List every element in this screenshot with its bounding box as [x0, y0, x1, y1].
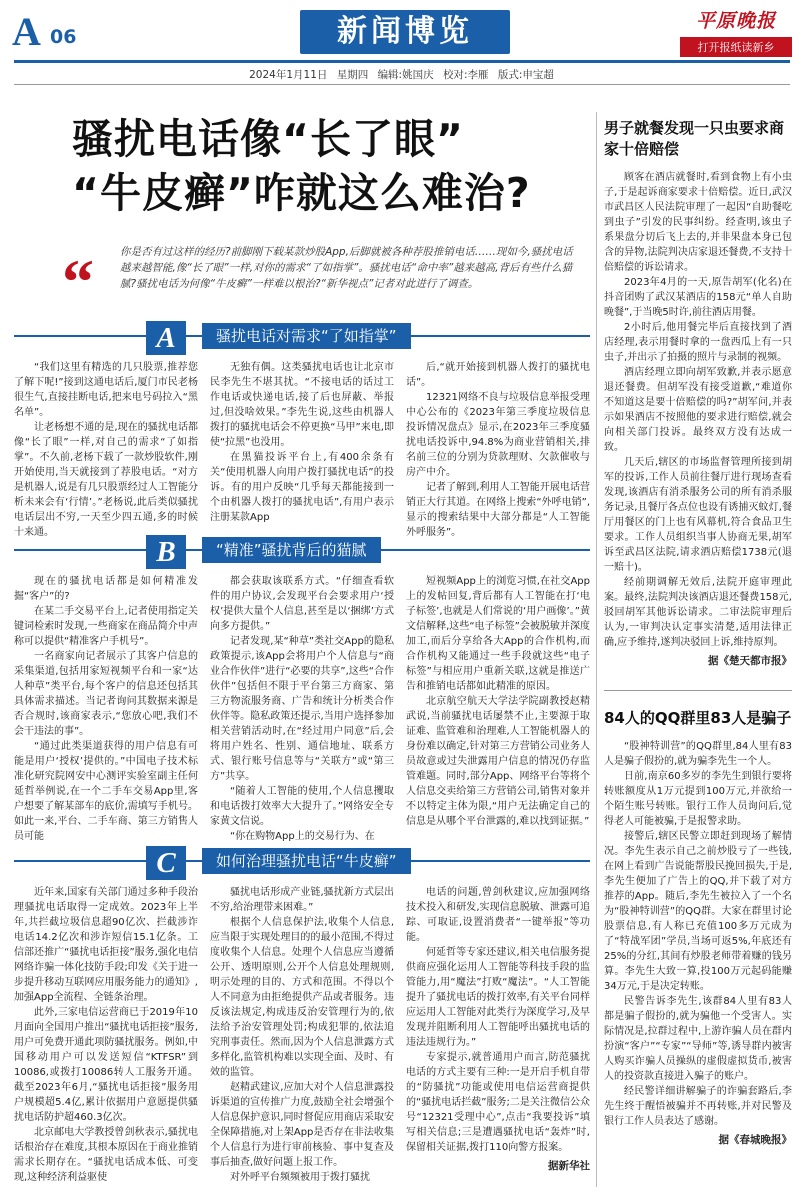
section-title-a: 骚扰电话对需求“了如指掌” — [202, 323, 411, 349]
masthead — [0, 0, 803, 62]
main-headline — [72, 112, 592, 220]
paragraph: 接警后,辖区民警立即赶到现场了解情况。李先生表示自己之前炒股亏了一些钱,在网上看到广告说能帮股民挽回损失,于是,李先生便加了广告上的QQ,并下载了对方推荐的App。随后,李先生被拉入了一个名为“股神特训营”的QQ群。大家在群里讨论股票信息,有人称已充值100多万元成为了“特战军团”学员,当场可返5%,年底还有25%的分红,其间有炒股老师带着赚的钱另算。李先生大致一算,投100万元起码能赚34万元,于是决定转账。 — [604, 831, 792, 992]
paragraph: “我们这里有精选的几只股票,推荐您了解下呢!”接到这通电话后,厦门市民老杨很生气,直接挂断电话,把来电号码拉入“黑名单”。 — [14, 362, 198, 418]
section-b-col-3 — [406, 574, 590, 836]
section-c-body — [14, 885, 590, 1190]
side-article-1-body — [604, 170, 792, 669]
section-header-a — [14, 321, 590, 355]
side-article-2-body — [604, 739, 792, 1148]
paragraph: 何延哲等专家还建议,相关电信服务提供商应强化运用人工智能等科技手段的监管能力,用“魔法”打败“魔法”。“人工智能提升了骚扰电话的拨打效率,有关平台同样应运用人工智能对此类行为深度学习,及早发现并阻断利用人工智能呼出骚扰电话的违法违规行为。” — [406, 947, 590, 1048]
brand-logo — [680, 6, 792, 57]
paragraph: 在某二手交易平台上,记者使用指定关键词检索时发现,一些商家在商品简介中声称可以提供“精准客户手机号”。 — [14, 606, 198, 647]
section-a-col-2 — [210, 360, 394, 532]
brand-slogan: 打开报纸读新乡 — [680, 37, 792, 57]
paragraph: “你在购物App上的交易行为、在 — [230, 831, 375, 842]
paragraph: 专家提示,就普通用户而言,防范骚扰电话的方式主要有三种:一是开启手机自带的“防骚扰”功能或使用电信运营商提供的“骚扰电话拦截”服务;二是关注微信公众号“12321受理中心”,点击“我要投诉”填写相关信息;三是遭遇骚扰电话“轰炸”时,保留相关证据,拨打110向警方报案。 — [406, 1052, 590, 1153]
paragraph: 2023年4月的一天,原告胡军(化名)在抖音团购了武汉某酒店的158元“单人自助晚餐”,于当晚5时许,前往酒店用餐。 — [604, 277, 792, 318]
quote-mark-icon: “ — [62, 246, 94, 317]
paragraph: 赵精武建议,应加大对个人信息泄露投诉渠道的宣传推广力度,鼓励全社会增强个人信息保护意识,同时督促应用商店采取安全保障措施,对上架App是否存在非法收集个人信息行为进行审前核验、事中复查及事后抽查,做好问题上报工作。 — [210, 1082, 394, 1168]
paragraph: 无独有偶。这类骚扰电话也让北京市民李先生不堪其扰。“不接电话的话过工作电话或快递电话,接了后也屏蔽、举报过,但没啥效果。”李先生说,这些由机器人拨打的骚扰电话会不停更换“马甲”来电,即使“拉黑”也没用。 — [210, 362, 394, 448]
side-article-1-source: 据《楚天都市报》 — [708, 655, 792, 667]
paragraph: 电话的问题,曾剑秋建议,应加强网络技术投入和研发,实现信息脱敏、泄露可追踪、可取证,设置消费者“一键举报”等功能。 — [406, 887, 590, 943]
section-c-col-1 — [14, 885, 198, 1190]
paragraph: “通过此类渠道获得的用户信息有可能是用户‘授权’提供的。”中国电子技术标准化研究院网安中心测评实验室副主任何延哲举例说,在一个二手车交易App里,客户想要了解某部车的底价,需填写手机号。如此一来,平台、二手车商、第三方销售人员可能 — [14, 741, 198, 842]
article-source: 据新华社 — [548, 1160, 590, 1172]
paragraph: 顾客在酒店就餐时,看到食物上有小虫子,于是起诉商家要求十倍赔偿。近日,武汉市武昌区人民法院审理了一起因“自助餐吃到虫子”引发的民事纠纷。经查明,该虫子系果盘分切后飞上去的,并非果盘本身已包含的异物,法院判决店家退还餐费,不支持十倍赔偿的诉讼请求。 — [604, 172, 792, 273]
paragraph: 在黑猫投诉平台上,有400余条有关“使用机器人向用户拨打骚扰电话”的投诉。有的用户反映“几乎每天都能接到一个由机器人拨打的骚扰电话”,有用户表示注册某款App — [210, 452, 394, 523]
paragraph: 经民警详细讲解骗子的诈骗套路后,李先生终于醒悟被骗并不再转账,并对民警及银行工作人员表达了感谢。 — [604, 1086, 792, 1127]
headline-line-2: “牛皮癣”咋就这么难治? — [72, 169, 531, 217]
paragraph: 现在的骚扰电话都是如何精准发掘“客户”的? — [14, 576, 198, 602]
issue-weekday: 星期四 — [336, 69, 369, 81]
editor-credit: 编辑:姚国庆 — [377, 69, 434, 81]
section-letter: C — [146, 846, 186, 880]
side-article-2-title: 84人的QQ群里83人是骗子 — [604, 709, 792, 727]
side-article-1 — [604, 118, 792, 684]
headline-line-1: 骚扰电话像“长了眼” — [72, 115, 464, 163]
brand-name: 平原晚报 — [695, 11, 776, 32]
info-divider — [14, 84, 790, 85]
section-c-col-3 — [406, 885, 590, 1190]
paragraph: 经前期调解无效后,法院开庭审理此案。最终,法院判决该酒店退还餐费158元,驳回胡军其他诉讼请求。二审法院审理后认为,一审判决认定事实清楚,适用法律正确,应予维持,遂判决驳回上诉,维持原判。 — [604, 577, 792, 648]
section-c-col-2 — [210, 885, 394, 1190]
paragraph: 此外,三家电信运营商已于2019年10月面向全国用户推出“骚扰电话拒接”服务,用户可免费开通此项防骚扰服务。例如,中国移动用户可以发送短信“KTFSR”到10086,或拨打10086转人工服务开通。截至2023年6月,“骚扰电话拒接”服务用户规模超5.4亿,累计依据用户意愿提供骚扰电话防护超460.3亿次。 — [14, 1007, 198, 1123]
paragraph: 2小时后,他用餐完毕后直接找到了酒店经理,表示用餐时拿的一盘西瓜上有一只虫子,并出示了拍摄的照片与录制的视频。 — [604, 322, 792, 363]
section-title: 新闻博览 — [300, 10, 510, 54]
section-letter: B — [146, 535, 186, 569]
paragraph: 12321网络不良与垃圾信息举报受理中心公布的《2023年第三季度垃圾信息投诉情况盘点》显示,在2023年三季度骚扰电话投诉中,94.8%为商业营销相关,排名前三位的分别为贷款理财、欠款催收与房产中介。 — [406, 392, 590, 478]
section-a-col-3 — [406, 360, 590, 538]
paragraph: 北京邮电大学教授曾剑秋表示,骚扰电话根治存在难度,其根本原因在于商业推销需求长期存在。“骚扰电话成本低、可变现,这种经济利益驱使 — [14, 1127, 198, 1183]
paragraph: 一名商家向记者展示了其客户信息的采集渠道,包括用家短视频平台和一家“达人种草”类平台,每个客户的信息还包括其具体需求描述。当记者询问其数据来源是否合规时,该商家表示,“您放心吧,我们不会干违法的事”。 — [14, 651, 198, 737]
layout-credit: 版式:申宝超 — [497, 69, 554, 81]
section-header-c — [14, 846, 590, 880]
paragraph: 都会获取该联系方式。“仔细查看软件的用户协议,会发现平台会要求用户‘授权’提供大量个人信息,甚至是以‘捆绑’方式向多方提供。” — [210, 576, 394, 632]
paragraph: “随着人工智能的使用,个人信息攫取和电话拨打效率大大提升了。”网络安全专家黄文信说。 — [210, 786, 394, 827]
paragraph: 短视频App上的浏览习惯,在社交App上的发帖回复,背后都有人工智能在打‘电子标签’,也就是人们常说的‘用户画像’。”黄文信解释,这些“电子标签”会被脱敏并深度加工,而后分享给各大App的合作机构,而合作机构又能通过一些手段就这些“电子标签”与相应用户重新关联,这就是推送广告和推销电话都如此精准的原因。 — [406, 576, 590, 692]
paragraph: 民警告诉李先生,该群84人里有83人都是骗子假扮的,就为骗他一个受害人。实际情况是,拉群过程中,上游诈骗人员在群内扮演“客户”“专家”“导师”等,诱导群内被害人购买诈骗人员操纵的虚假虚拟货币,被害人的投资款直接进入骗子的账户。 — [604, 996, 792, 1082]
section-b-body — [14, 574, 590, 842]
paragraph: 近年来,国家有关部门通过多种手段治理骚扰电话取得一定成效。2023年上半年,共拦截垃圾信息超90亿次、拦截涉诈电话14.2亿次和涉诈短信15.1亿条。工信部还推广“骚扰电话拒接”服务,强化电信网络诈骗一体化技防手段;印发《关于进一步提升移动互联网应用服务能力的通知》,加强App全流程、全链条治理。 — [14, 887, 198, 1003]
masthead-divider — [14, 60, 790, 63]
page-number: 06 — [50, 26, 77, 48]
paragraph: 记者了解到,利用人工智能开展电话营销正大行其道。在网络上搜索“外呼电销”,显示的搜索结果中大部分都是“人工智能外呼服务”。 — [406, 482, 590, 538]
proofreader-credit: 校对:李雁 — [442, 69, 489, 81]
paragraph: 日前,南京60多岁的李先生到银行要将转账额度从1万元提到100万元,并欲给一个陌生账号转账。银行工作人员询问后,觉得老人可能被骗,于是报警求助。 — [604, 771, 792, 827]
section-b-col-2 — [210, 574, 394, 842]
paragraph: 骚扰电话形成产业链,骚扰新方式层出不穷,给治理带来困难。” — [210, 887, 394, 913]
section-header-b — [14, 535, 590, 569]
paragraph: 酒店经理立即向胡军致歉,并表示愿意退还餐费。但胡军没有接受道歉,“难道你不知道这是要十倍赔偿的吗?”胡军问,并表示如果酒店不按照他的要求进行赔偿,就会向相关部门投诉。最终双方没有达成一致。 — [604, 367, 792, 453]
issue-date: 2024年1月11日 — [249, 69, 328, 81]
section-title-c: 如何治理骚扰电话“牛皮癣” — [202, 848, 411, 874]
paragraph: 北京航空航天大学法学院副教授赵精武说,当前骚扰电话屡禁不止,主要源于取证难、监管难和治理难,人工智能机器人的身份难以确定,针对第三方营销公司业务人员故意或过失泄露用户信息的情况仍存监管难题。同时,部分App、网络平台等将个人信息交卖给第三方营销公司,销售对象并不以特定主体为限,“用户无法确定自己的信息是从哪个平台泄露的,难以找到证据。” — [406, 696, 590, 827]
side-article-2 — [604, 708, 792, 1192]
paragraph: 对外呼平台频频被用于拨打骚扰 — [230, 1172, 370, 1183]
section-letter: A — [146, 321, 186, 355]
paragraph: “股神特训营”的QQ群里,84人里有83人是骗子假扮的,就为骗李先生一个人。 — [604, 741, 792, 767]
side-divider — [604, 690, 792, 691]
lead-paragraph: 你是否有过这样的经历?前脚刚下载某款炒股App,后脚就被各种荐股推销电话……现如今,骚扰电话越来越智能,像“长了眼”一样,对你的需求“了如指掌”。骚扰电话“命中率”越来越高,背后有些什么猫腻?骚扰电话为何像“牛皮癣”一样难以根治?“新华视点”记者对此进行了调查。 — [120, 246, 573, 290]
paragraph: 让老杨想不通的是,现在的骚扰电话都像“长了眼”一样,对自己的需求“了如指掌”。不久前,老杨下载了一款炒股软件,刚开始使用,当天就接到了荐股电话。“对方是机器人,说是有几只股票经过人工智能分析未来会有‘行情’。”老杨说,此后类似骚扰电话层出不穷,一天至少四五通,多的时候十来通。 — [14, 422, 198, 538]
paragraph: 几天后,辖区的市场监督管理所接到胡军的投诉,工作人员前往餐厅进行现场查看发现,该酒店有消杀服务公司的所有消杀服务记录,且餐厅各点位也设有诱捕灭蚊灯,餐厅用餐区的门上也有风幕机,符合食品卫生要求。工作人员组织当事人协商无果,胡军诉至武昌区法院,请求酒店赔偿1738元(退一赔十)。 — [604, 457, 792, 573]
side-article-2-source: 据《春城晚报》 — [718, 1134, 792, 1146]
page-letter: A — [12, 9, 41, 54]
column-divider — [596, 112, 597, 1187]
section-a-body — [14, 360, 590, 538]
paragraph: 记者发现,某“种草”类社交App的隐私政策提示,该App会将用户个人信息与“商业合作伙伴”进行“必要的共享”,这些“合作伙伴”包括但不限于平台第三方商家、第三方物流服务商、广告和统计分析类合作伙伴等。隐私政策还提示,当用户选择参加相关营销活动时,在“经过用户同意”后,会将用户姓名、性别、通信地址、联系方式、银行账号信息等与“关联方”或“第三方”共享。 — [210, 636, 394, 782]
info-bar — [0, 67, 803, 82]
section-b-col-1 — [14, 574, 198, 842]
section-a-col-1 — [14, 360, 198, 538]
paragraph: 后,“就开始接到机器人拨打的骚扰电话”。 — [406, 362, 590, 388]
paragraph: 根据个人信息保护法,收集个人信息,应当限于实现处理目的的最小范围,不得过度收集个人信息。处理个人信息应当遵循公开、透明原则,公开个人信息处理规则,明示处理的目的、方式和范围。不得以个人不同意为由拒绝提供产品或者服务。违反该法规定,构成违反治安管理行为的,依法给予治安管理处罚;构成犯罪的,依法追究刑事责任。然而,因为个人信息泄露方式多样化,监管机构难以实现全面、及时、有效的监管。 — [210, 917, 394, 1078]
section-title-b: “精准”骚扰背后的猫腻 — [202, 537, 381, 563]
side-article-1-title: 男子就餐发现一只虫要求商家十倍赔偿 — [604, 119, 785, 158]
